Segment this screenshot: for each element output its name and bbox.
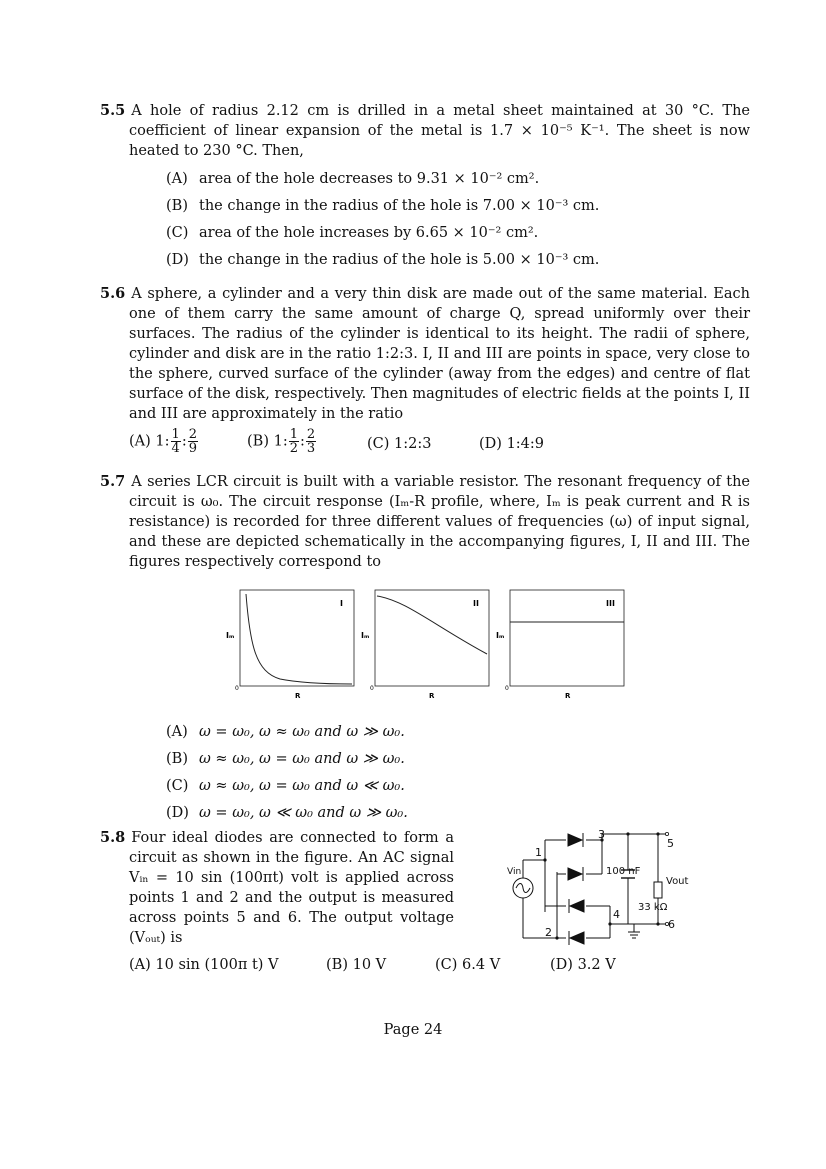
option-c[interactable]: (C) ω ≈ ω₀, ω = ω₀ and ω ≪ ω₀.: [166, 778, 405, 794]
question-number: 5.7: [100, 473, 126, 490]
diode-top-icon: [568, 833, 583, 847]
vout-label: Vout: [666, 876, 689, 887]
diode-bottom-icon: [569, 931, 584, 945]
option-d[interactable]: (D) ω = ω₀, ω ≪ ω₀ and ω ≫ ω₀.: [166, 805, 408, 821]
fraction: $\frac{2}{9}$: [188, 427, 197, 456]
node-5-label: 5: [667, 837, 674, 850]
options-5-5: [166, 169, 599, 277]
figure-ii-title: II: [473, 599, 479, 608]
option-b[interactable]: (B) 10 V: [326, 957, 387, 973]
question-5-5: [100, 101, 750, 161]
question-5-7: [100, 472, 750, 572]
figure-i-frame: [240, 590, 354, 686]
node-3-label: 3: [598, 828, 605, 841]
resistor-label: 33 kΩ: [638, 902, 668, 913]
figure-ii-frame: [375, 590, 489, 686]
question-number: 5.5: [100, 102, 126, 119]
vin-label: Vin: [507, 867, 522, 877]
figure-ii-xlabel: R: [429, 692, 435, 700]
figure-iii-origin: 0: [505, 685, 509, 692]
option-a[interactable]: (A) 1: $\frac{1}{4}$ : $\frac{2}{9}$: [129, 427, 197, 456]
node-2-label: 2: [545, 926, 552, 939]
question-number: 5.6: [100, 285, 126, 302]
figure-iii-title: III: [606, 599, 615, 608]
page-number: Page 24: [383, 1022, 443, 1038]
figure-ii-origin: 0: [370, 685, 374, 692]
option-b[interactable]: (B) the change in the radius of the hole is 7.00 × 10⁻³ cm.: [166, 198, 600, 214]
option-a[interactable]: (A) area of the hole decreases to 9.31 × 10⁻² cm².: [166, 171, 540, 187]
figure-i-xlabel: R: [295, 692, 301, 700]
fraction: $\frac{1}{4}$: [171, 427, 180, 456]
question-5-6: [100, 284, 750, 424]
node-6-label: 6: [668, 918, 675, 931]
capacitor-label: 100 nF: [606, 866, 641, 877]
figure-iii-ylabel: Iₘ: [496, 631, 505, 640]
figure-ii-curve: [377, 596, 487, 654]
figure-i-ylabel: Iₘ: [226, 631, 235, 640]
node-4-label: 4: [613, 908, 620, 921]
option-d[interactable]: (D) 1:4:9: [479, 436, 545, 452]
diode-third-icon: [569, 899, 584, 913]
option-d[interactable]: (D) 3.2 V: [550, 957, 616, 973]
ground-symbol: [628, 932, 640, 938]
fraction: $\frac{1}{2}$: [289, 427, 298, 456]
diode-circuit: [498, 826, 698, 950]
figure-ii: [361, 590, 489, 700]
figure-i-curve: [246, 594, 352, 684]
option-b[interactable]: (B) ω ≈ ω₀, ω = ω₀ and ω ≫ ω₀.: [166, 751, 405, 767]
node-1-label: 1: [535, 846, 542, 859]
figure-i: [226, 590, 354, 700]
options-5-7: [166, 722, 408, 830]
question-text: A hole of radius 2.12 cm is drilled in a metal sheet maintained at 30 °C. The coefficient of linear expansion of the metal is 1.7 × 10⁻⁵ K⁻¹. The sheet is now heated to 230 °C. Then,: [129, 103, 750, 159]
resistor-symbol: [654, 882, 662, 898]
option-c[interactable]: (C) area of the hole increases by 6.65 × 10⁻² cm².: [166, 225, 539, 241]
figure-i-title: I: [340, 599, 343, 608]
figure-iii-xlabel: R: [565, 692, 571, 700]
question-text: Four ideal diodes are connected to form a circuit as shown in the figure. An AC signal Vᵢₙ = 10 sin (100πt) volt is applied across points 1 and 2 and the output is measured across points 5 and 6. The output voltage (Vₒᵤₜ) is: [129, 830, 454, 946]
question-text: A series LCR circuit is built with a variable resistor. The resonant frequency of the circuit is ω₀. The circuit response (Iₘ-R profile, where, Iₘ is peak current and R is resistance) is recorded for three different values of frequencies (ω) of input signal, and these are depicted schematically in the accompanying figures, I, II and III. The figures respectively correspond to: [129, 474, 750, 570]
circuit-wires: [523, 834, 666, 938]
figure-ii-ylabel: Iₘ: [361, 631, 370, 640]
question-5-8: [100, 828, 454, 948]
diodes: [568, 833, 584, 945]
option-a[interactable]: (A) ω = ω₀, ω ≈ ω₀ and ω ≫ ω₀.: [166, 724, 405, 740]
lcr-response-figures: [220, 586, 635, 706]
option-b[interactable]: (B) 1: $\frac{1}{2}$ : $\frac{2}{3}$: [247, 427, 316, 456]
figure-iii: [496, 590, 624, 700]
question-text: A sphere, a cylinder and a very thin disk are made out of the same material. Each one of them carry the same amount of charge Q, spread uniformly over their surfaces. The radius of the cylinder is identical to its height. The radii of sphere, cylinder and disk are in the ratio 1:2:3. I, II and III are points in space, very close to the sphere, curved surface of the cylinder (away from the edges) and centre of flat surface of the disk, respectively. Then magnitudes of electric fields at the points I, II and III are approximately in the ratio: [129, 286, 750, 422]
option-c[interactable]: (C) 6.4 V: [435, 957, 501, 973]
fraction: $\frac{2}{3}$: [306, 427, 316, 456]
figure-i-origin: 0: [235, 685, 239, 692]
option-a[interactable]: (A) 10 sin (100π t) V: [129, 957, 279, 973]
question-number: 5.8: [100, 829, 126, 846]
option-c[interactable]: (C) 1:2:3: [367, 436, 432, 452]
option-d[interactable]: (D) the change in the radius of the hole is 5.00 × 10⁻³ cm.: [166, 252, 600, 268]
diode-second-icon: [568, 867, 583, 881]
